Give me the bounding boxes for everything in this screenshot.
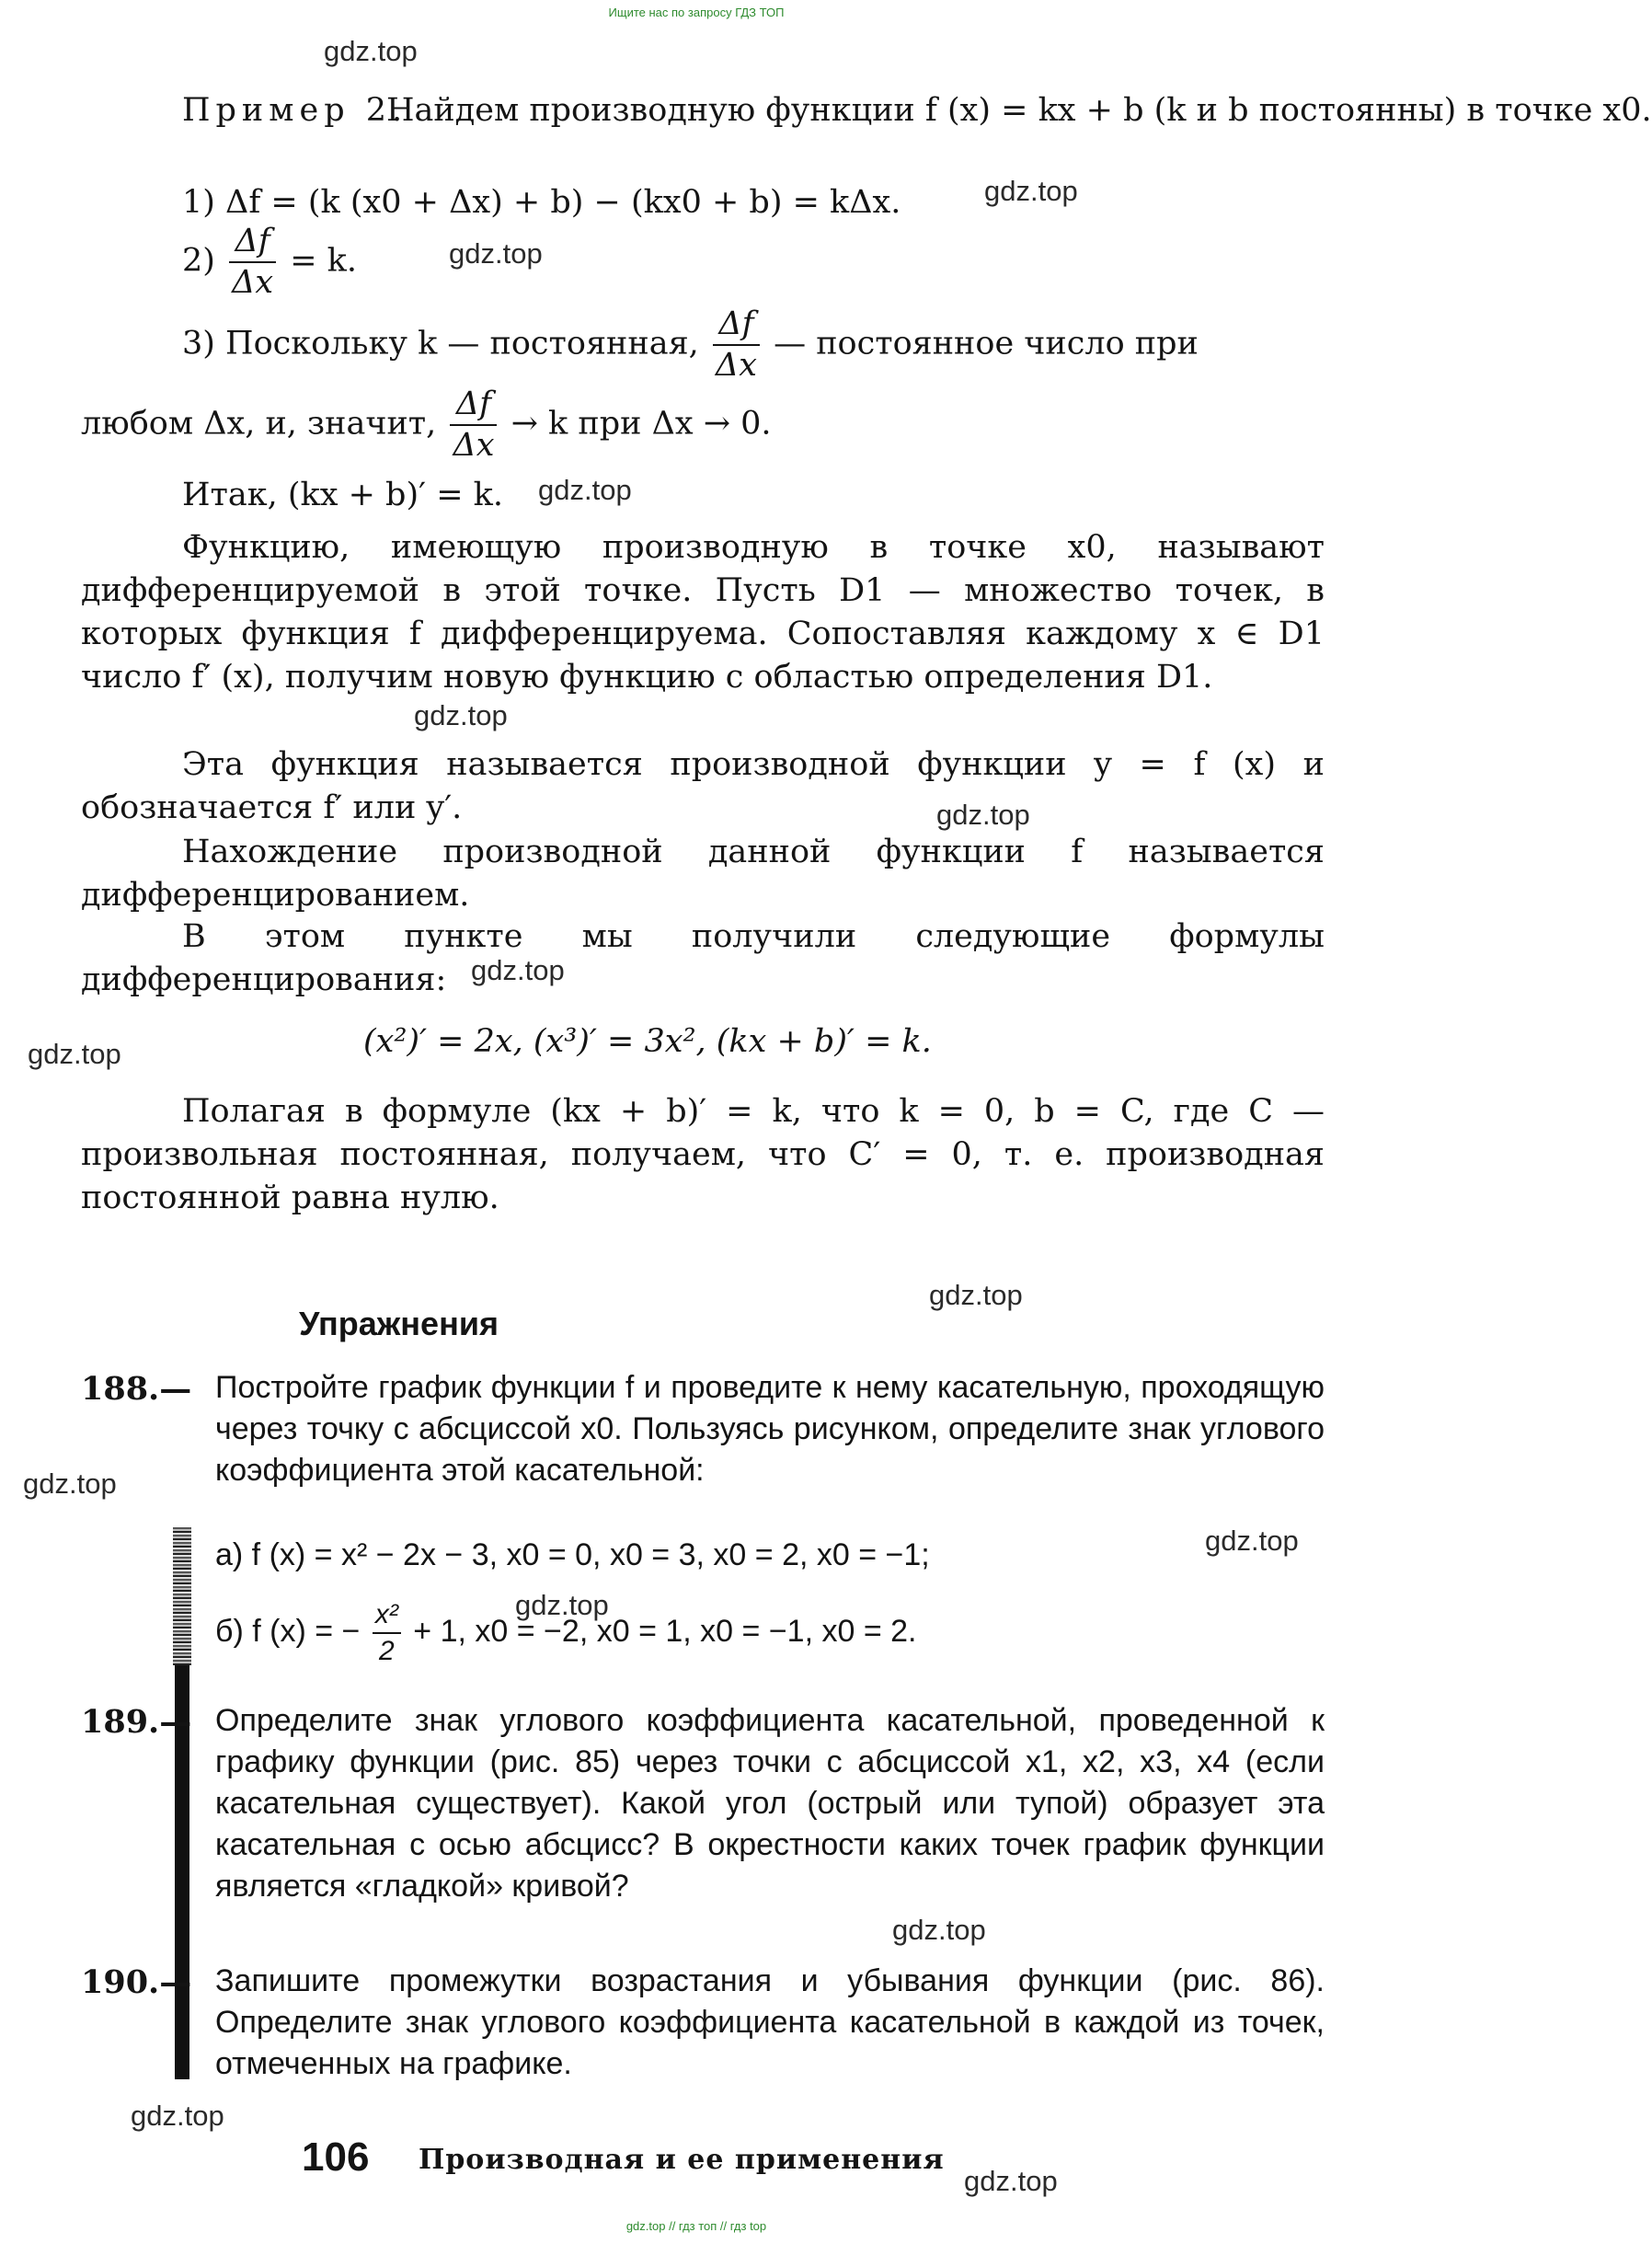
exercise-188-b-suffix: + 1, x0 = −2, x0 = 1, x0 = −1, x0 = 2. — [413, 1613, 917, 1649]
exercise-189-text: Определите знак углового коэффициента касательной, проведенной к графику функции (рис. 85) через точки с абсциссой x1, x2, x3, x4 (если касательная существует). Какой угол (острый или тупой) образует эта касательная с осью абсцисс? В окрестности каких точек график функции является «гладкой» кривой? — [215, 1703, 1325, 1904]
step-3-part2: — постоянное число при — [774, 325, 1199, 362]
paragraph-differentiation: Нахождение производной данной функции f называется дифференцированием. — [81, 834, 1325, 914]
exercise-188-number: 188.— — [81, 1370, 192, 1408]
exercise-188-b-prefix: б) f (x) = − — [215, 1613, 361, 1649]
page-number: 106 — [302, 2135, 370, 2180]
fraction-df-dx — [450, 388, 497, 462]
footer-note: gdz.top // гдз топ // гдз top — [625, 2219, 767, 2233]
step-3-line2-a: любом Δx, и, значит, — [81, 405, 437, 443]
step-3-line2-b: → k при Δx → 0. — [511, 405, 772, 443]
example-title-line — [182, 92, 407, 129]
differentiation-formulas: (x²)′ = 2x, (x³)′ = 3x², (kx + b)′ = k. — [363, 1023, 932, 1060]
fraction-df-dx — [229, 225, 276, 299]
fraction-numerator: x² — [373, 1601, 401, 1634]
watermark: gdz.top — [28, 1038, 121, 1070]
paragraph-constant-derivative: Полагая в формуле (kx + b)′ = k, что k = 0, b = C, где C — произвольная постоянная, получаем, что C′ = 0, т. е. производная постоянной равна нулю. — [81, 1093, 1325, 1216]
fraction-denominator: Δx — [453, 427, 495, 464]
top-search-note: Ищите нас по запросу ГДЗ ТОП — [608, 6, 785, 19]
exercise-188-text: Постройте график функции f и проведите к нему касательную, проходящую через точку с абсциссой x0. Пользуясь рисунком, определите знак углового коэффициента этой касательной: — [215, 1370, 1325, 1488]
step-2-suffix: = k. — [290, 242, 358, 280]
watermark: gdz.top — [929, 1279, 1023, 1311]
exercises-heading: Упражнения — [299, 1305, 499, 1342]
fraction-denominator: 2 — [379, 1636, 395, 1666]
step-3-part1: 3) Поскольку k — постоянная, — [182, 325, 699, 362]
watermark: gdz.top — [131, 2100, 224, 2132]
watermark: gdz.top — [23, 1467, 117, 1500]
margin-bar — [173, 1527, 191, 1665]
paragraph-differentiable: Функцию, имеющую производную в точке x0, называют дифференцируемой в этой точке. Пусть D1 — множество точек, в которых функция f дифференцируема. Сопоставляя каждому x ∈ D1 число f′ (x), получим новую функцию с областью определения D1. — [81, 529, 1325, 696]
exercise-190-number: 190.— — [81, 1963, 192, 2001]
exercise-188-b — [215, 1601, 917, 1665]
watermark: gdz.top — [471, 954, 565, 986]
watermark: gdz.top — [984, 175, 1078, 207]
fraction-df-dx — [713, 305, 760, 384]
fraction-numerator: Δf — [229, 225, 276, 263]
watermark: gdz.top — [1205, 1525, 1299, 1557]
example-step-1: 1) Δf = (k (x0 + Δx) + b) − (kx0 + b) = kΔx. — [182, 184, 901, 221]
fraction-denominator: Δx — [232, 264, 274, 301]
fraction-denominator: Δx — [715, 347, 757, 384]
exercise-188-a: а) f (x) = x² − 2x − 3, x0 = 0, x0 = 3, x0 = 2, x0 = −1; — [215, 1537, 930, 1572]
fraction-x2-over-2 — [373, 1601, 401, 1665]
example-conclusion: Итак, (kx + b)′ = k. — [182, 477, 503, 513]
fraction-numerator: Δf — [450, 388, 497, 426]
exercise-189-number: 189.— — [81, 1703, 192, 1741]
watermark: gdz.top — [414, 699, 508, 731]
paragraph-formulas-intro: В этом пункте мы получили следующие формулы дифференцирования: — [81, 918, 1325, 998]
watermark: gdz.top — [449, 237, 543, 270]
example-step-3 — [182, 305, 1199, 384]
example-step-3-line-2 — [81, 388, 772, 462]
watermark: gdz.top — [515, 1589, 609, 1621]
example-step-2 — [182, 225, 357, 299]
watermark: gdz.top — [964, 2165, 1058, 2197]
exercise-190-text: Запишите промежутки возрастания и убывания функции (рис. 86). Определите знак углового коэффициента касательной в каждой из точек, отмеченных на графике. — [215, 1963, 1325, 2081]
step-2-prefix: 2) — [182, 242, 215, 280]
fraction-numerator: Δf — [713, 308, 760, 346]
running-title: Производная и ее применения — [419, 2144, 945, 2176]
watermark: gdz.top — [538, 474, 632, 506]
example-intro: Найдем производную функции f (x) = kx + b (k и b постоянны) в точке x0. — [386, 92, 1652, 129]
watermark: gdz.top — [936, 799, 1030, 831]
watermark: gdz.top — [892, 1914, 986, 1946]
example-title: Пример 2. — [182, 92, 408, 129]
watermark: gdz.top — [324, 35, 418, 67]
paragraph-derivative-definition: Эта функция называется производной функции y = f (x) и обозначается f′ или y′. — [81, 746, 1325, 826]
